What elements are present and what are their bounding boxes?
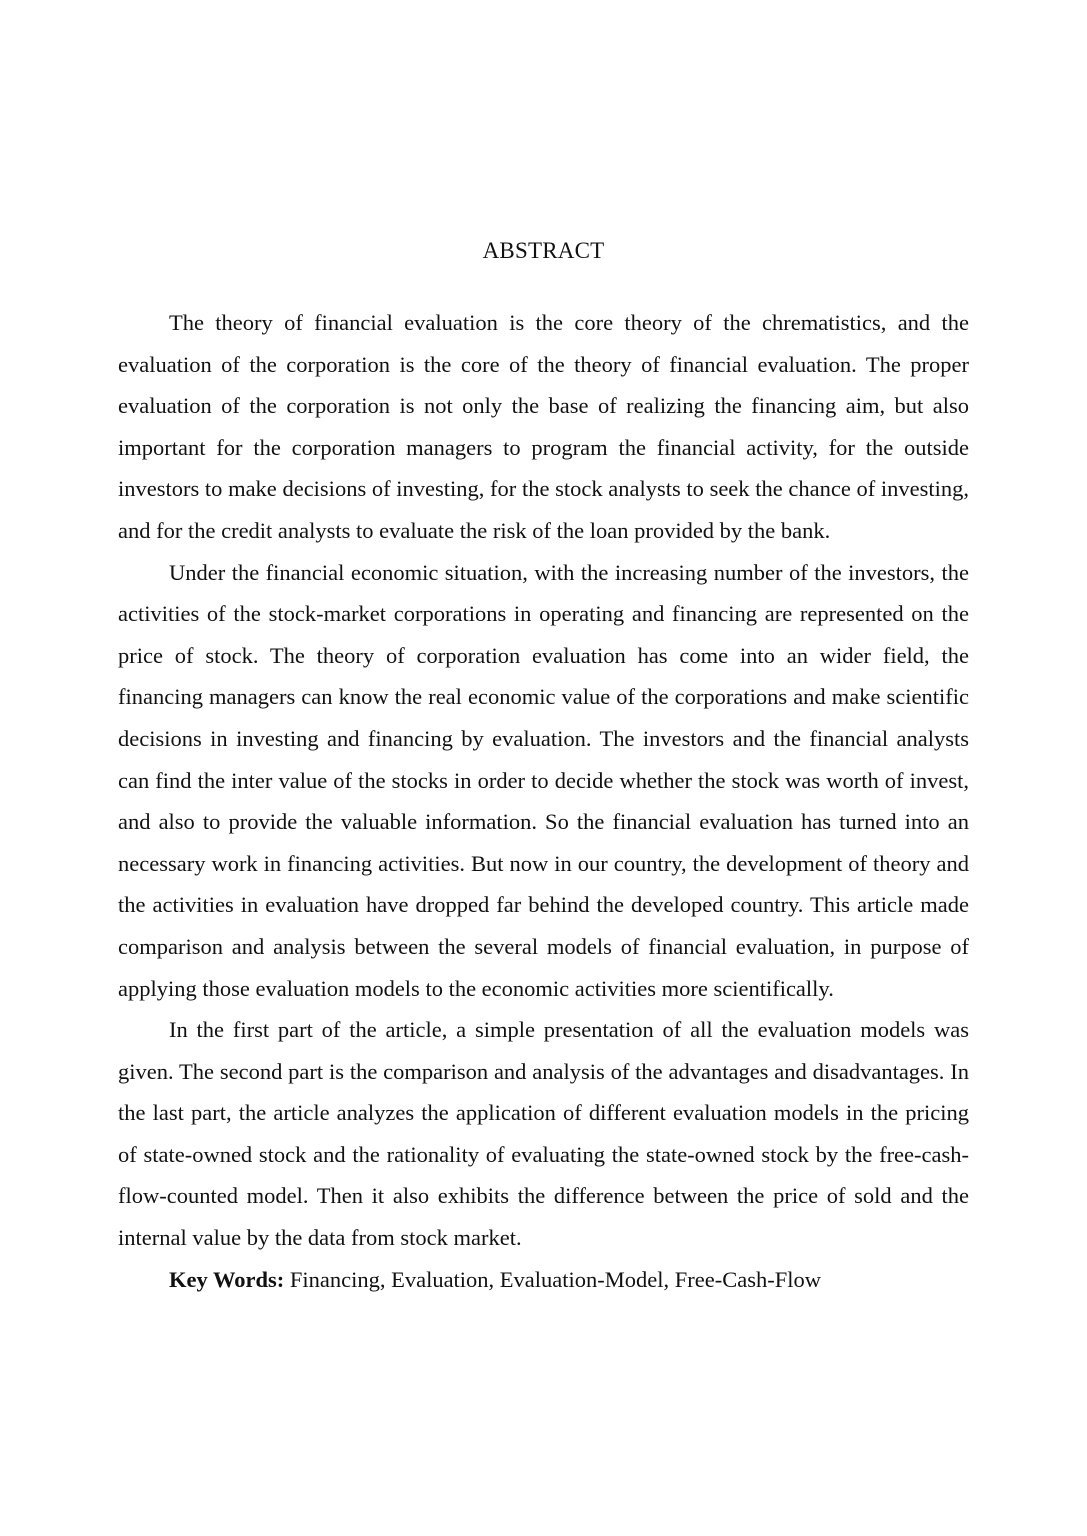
keywords-line bbox=[118, 1259, 969, 1301]
abstract-paragraph-3: In the first part of the article, a simple presentation of all the evaluation models was given. The second part is the comparison and analysis of the advantages and disadvantages. In the last part, the article analyzes the application of different evaluation models in the pricing of state-owned stock and the rationality of evaluating the state-owned stock by the free-cash-flow-counted model. Then it also exhibits the difference between the price of sold and the internal value by the data from stock market. bbox=[118, 1017, 969, 1251]
keywords-text: Financing, Evaluation, Evaluation-Model, Free-Cash-Flow bbox=[284, 1266, 821, 1292]
keywords-label: Key Words: bbox=[169, 1266, 285, 1292]
abstract-paragraph-1: The theory of financial evaluation is the core theory of the chrematistics, and the evaluation of the corporation is the core of the theory of financial evaluation. The proper evaluation of the corporation is not only the base of realizing the financing aim, but also important for the corporation managers to program the financial activity, for the outside investors to make decisions of investing, for the stock analysts to seek the chance of investing, and for the credit analysts to evaluate the risk of the loan provided by the bank. bbox=[118, 310, 969, 543]
abstract-paragraph-2: Under the financial economic situation, with the increasing number of the investors, the activities of the stock-market corporations in operating and financing are represented on the price of stock. The theory of corporation evaluation has come into an wider field, the financing managers can know the real economic value of the corporations and make scientific decisions in investing and financing by evaluation. The investors and the financial analysts can find the inter value of the stocks in order to decide whether the stock was worth of invest, and also to provide the valuable information. So the financial evaluation has turned into an necessary work in financing activities. But now in our country, the development of theory and the activities in evaluation have dropped far behind the developed country. This article made comparison and analysis between the several models of financial evaluation, in purpose of applying those evaluation models to the economic activities more scientifically. bbox=[118, 559, 969, 1001]
abstract-heading: ABSTRACT bbox=[482, 238, 605, 263]
abstract-body bbox=[118, 302, 969, 1300]
